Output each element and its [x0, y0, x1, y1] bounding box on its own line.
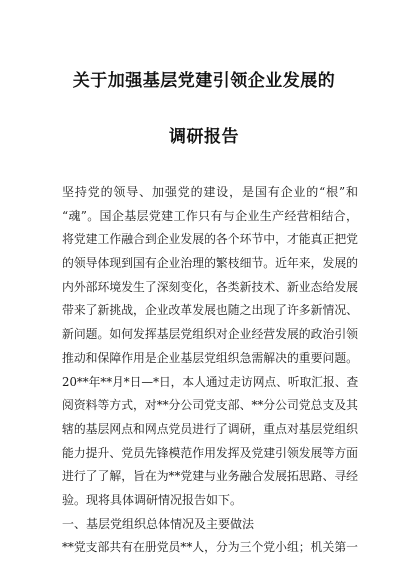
body-line: 带来了新挑战，企业改革发展也随之出现了许多新情况、 — [62, 303, 358, 318]
body-line: 内外部环境发生了深刻变化，各类新技术、新业态给发展 — [62, 279, 358, 294]
document-title-line-1: 关于加强基层党建引领企业发展的 — [72, 71, 336, 91]
body-line: 阅资料等方式，对**分公司党支部、**分公司党总支及其 — [62, 398, 358, 413]
body-line: 辖的基层网点和网点党员进行了调研，重点对基层党组织 — [62, 421, 358, 436]
body-line: 20**年**月*日—*日，本人通过走访网点、听取汇报、查 — [62, 374, 359, 389]
body-line: 进行了了解，旨在为**党建与业务融合发展拓思路、寻经 — [62, 469, 358, 484]
section-heading: 一、基层党组织总体情况及主要做法 — [62, 516, 255, 531]
body-line: 新问题。如何发挥基层党组织对企业经营发展的政治引领 — [62, 327, 358, 342]
body-line: 坚持党的领导、加强党的建设，是国有企业的“根”和 — [62, 185, 358, 199]
body-line: 的领导体现到国有企业治理的繁枝细节。近年来，发展的 — [62, 256, 358, 271]
document-title-line-2: 调研报告 — [169, 127, 239, 147]
body-line: **党支部共有在册党员**人，分为三个党小组；机关第一 — [62, 540, 358, 555]
body-line: “魂”。国企基层党建工作只有与企业生产经营相结合， — [62, 208, 358, 223]
document-body — [62, 181, 358, 560]
body-line: 验。现将具体调研情况报告如下。 — [62, 492, 243, 507]
body-line: 将党建工作融合到企业发展的各个环节中，才能真正把党 — [62, 232, 358, 247]
body-line: 能力提升、党员先锋模范作用发挥及党建引领发展等方面 — [62, 445, 358, 460]
body-line: 推动和保障作用是企业基层党组织急需解决的重要问题。 — [62, 350, 358, 365]
